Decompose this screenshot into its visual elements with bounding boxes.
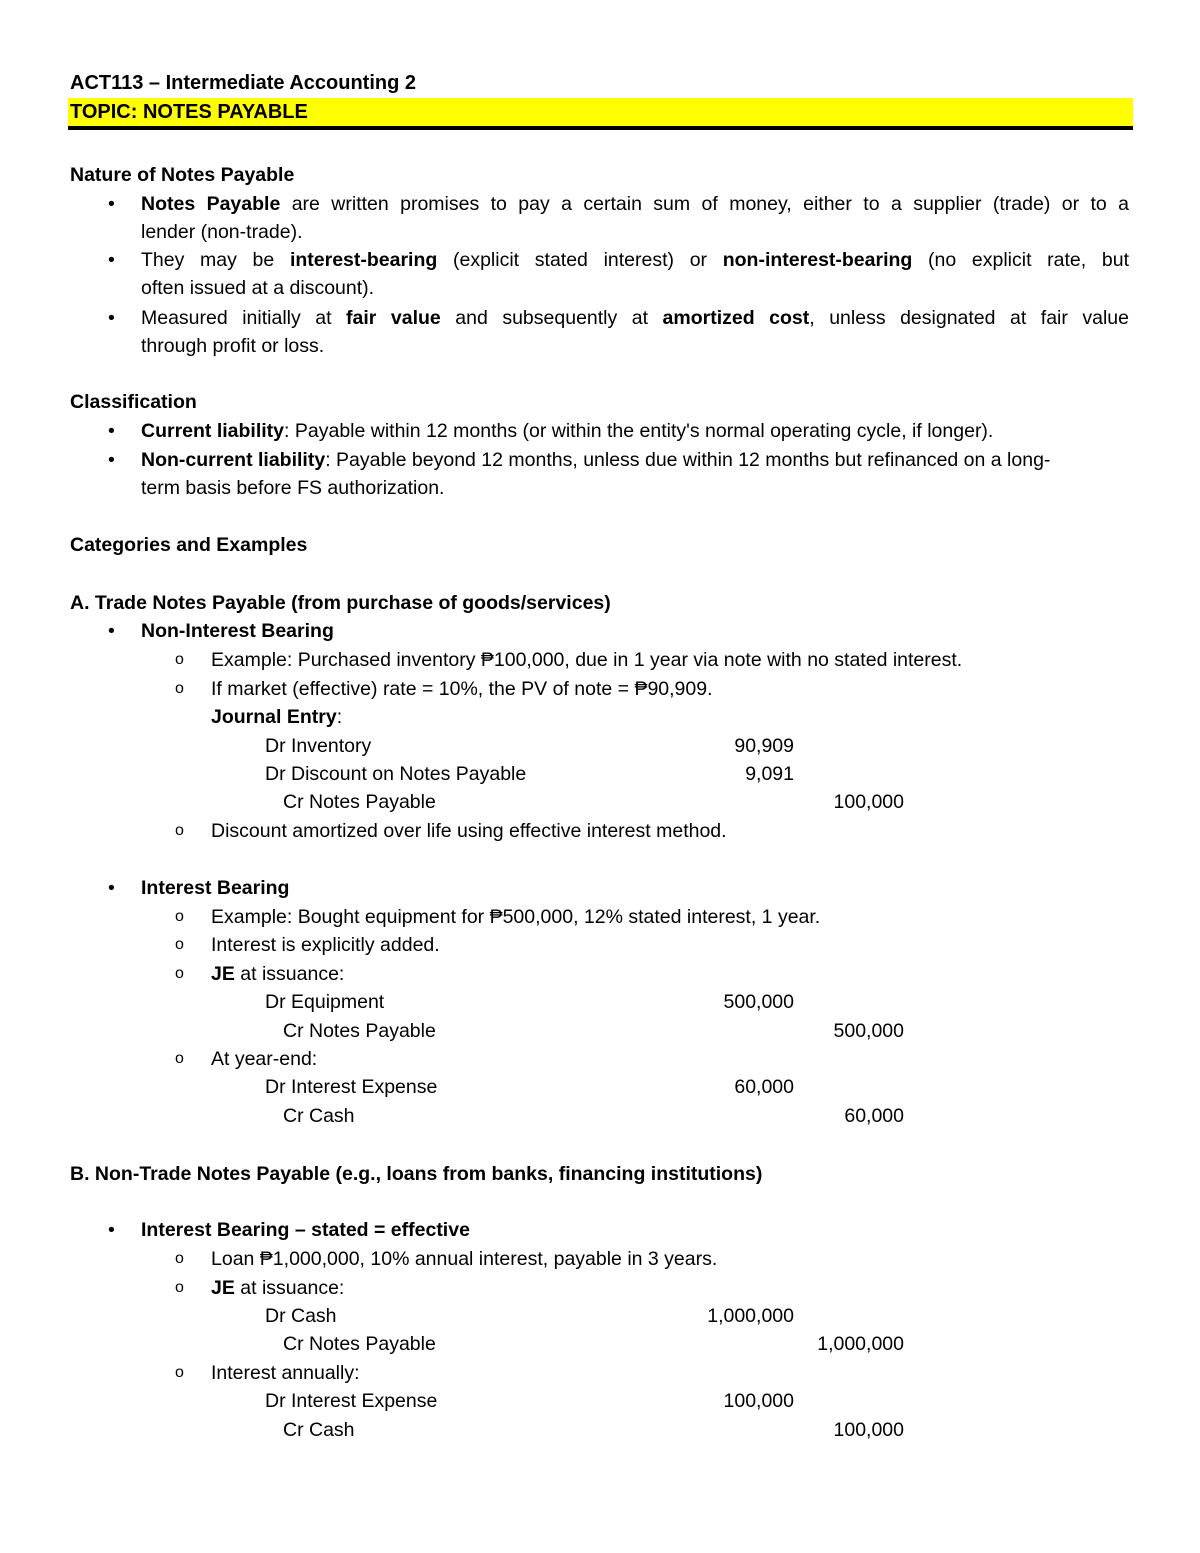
entry-account: Cr Cash [283,1419,355,1441]
term-bold: amortized cost [662,307,810,329]
sub-bullet-text: Example: Purchased inventory ₱100,000, due in 1 year via note with no stated interest. [211,649,963,671]
entry-account: Dr Inventory [265,735,372,757]
entry-account: Cr Notes Payable [283,791,436,813]
sub-bullet-glyph: o [175,651,184,668]
text-run: , unless designated at fair value [809,307,1129,329]
bullet-text-continued: term basis before FS authorization. [141,477,445,499]
term-bold: Non-current liability [141,449,326,471]
bullet-heading: Non-Interest Bearing [141,620,334,642]
bullet-text-continued: lender (non-trade). [141,221,303,243]
entry-credit-amount: 60,000 [844,1105,904,1127]
bullet-glyph: • [108,193,115,215]
sub-bullet-glyph: o [175,822,184,839]
term-bold: non-interest-bearing [722,249,913,271]
text-run: at issuance: [234,963,345,985]
text-run: : Payable within 12 months (or within the entity's normal operating cycle, if longer). [284,420,994,442]
term-bold: Notes Payable [141,193,281,215]
text-run: : [336,706,343,728]
entry-credit-amount: 100,000 [833,791,904,813]
bullet-glyph: • [108,420,115,442]
bullet-glyph: • [108,1219,115,1241]
sub-bullet-glyph: o [175,680,184,697]
entry-account: Cr Notes Payable [283,1333,436,1355]
sub-bullet-text: If market (effective) rate = 10%, the PV of note = ₱90,909. [211,678,713,700]
subsection-heading: B. Non-Trade Notes Payable (e.g., loans from banks, financing institutions) [70,1163,763,1185]
bullet-heading: Interest Bearing [141,877,290,899]
text-run: (explicit stated interest) or [437,249,723,271]
entry-account: Dr Interest Expense [265,1076,438,1098]
topic-title: TOPIC: NOTES PAYABLE [70,101,308,123]
entry-debit-amount: 9,091 [745,763,794,785]
text-run: They may be [141,249,290,271]
course-title: ACT113 – Intermediate Accounting 2 [70,72,417,94]
entry-account: Cr Notes Payable [283,1020,436,1042]
section-heading: Classification [70,391,197,413]
sub-bullet-text [211,962,344,986]
entry-credit-amount: 500,000 [833,1020,904,1042]
entry-account: Cr Cash [283,1105,355,1127]
entry-credit-amount: 100,000 [833,1419,904,1441]
bullet-text [141,448,1050,472]
bullet-glyph: • [108,449,115,471]
entry-debit-amount: 1,000,000 [707,1305,794,1327]
bullet-text [141,248,1129,272]
sub-bullet-text: Example: Bought equipment for ₱500,000, 12% stated interest, 1 year. [211,906,821,928]
term-bold: JE [211,1277,235,1299]
sub-bullet-glyph: o [175,1250,184,1267]
term-bold: Current liability [141,420,285,442]
text-run: Measured initially at [141,307,347,329]
term-bold: JE [211,963,235,985]
bullet-glyph: • [108,877,115,899]
text-run: and subsequently at [440,307,663,329]
bullet-glyph: • [108,620,115,642]
text-run: (no explicit rate, but [912,249,1129,271]
bullet-glyph: • [108,249,115,271]
topic-banner [68,98,1133,130]
term-bold: fair value [346,307,441,329]
term-bold: interest-bearing [289,249,438,271]
term-bold: Journal Entry [211,706,337,728]
entry-account: Dr Interest Expense [265,1390,438,1412]
sub-bullet-glyph: o [175,908,184,925]
subsection-heading: A. Trade Notes Payable (from purchase of goods/services) [70,592,611,614]
entry-account: Dr Equipment [265,991,385,1013]
bullet-text [141,419,993,443]
bullet-text [141,306,1129,330]
journal-entry-label [211,705,342,729]
sub-bullet-glyph: o [175,1364,184,1381]
sub-bullet-text: At year-end: [211,1048,318,1070]
sub-bullet-text: Discount amortized over life using effective interest method. [211,820,727,842]
sub-bullet-text: Interest is explicitly added. [211,934,440,956]
text-run: : Payable beyond 12 months, unless due within 12 months but refinanced on a long- [325,449,1051,471]
section-heading: Categories and Examples [70,534,308,556]
sub-bullet-text [211,1276,344,1300]
section-heading: Nature of Notes Payable [70,164,295,186]
entry-account: Dr Cash [265,1305,337,1327]
bullet-glyph: • [108,307,115,329]
sub-bullet-text: Loan ₱1,000,000, 10% annual interest, payable in 3 years. [211,1248,718,1270]
entry-debit-amount: 60,000 [734,1076,794,1098]
bullet-text-continued: often issued at a discount). [141,277,375,299]
text-run: are written promises to pay a certain sum of money, either to a supplier (trade) or to a [280,193,1129,215]
entry-debit-amount: 100,000 [723,1390,794,1412]
entry-credit-amount: 1,000,000 [817,1333,904,1355]
bullet-text-continued: through profit or loss. [141,335,325,357]
sub-bullet-glyph: o [175,1279,184,1296]
sub-bullet-glyph: o [175,1050,184,1067]
text-run: at issuance: [234,1277,345,1299]
sub-bullet-glyph: o [175,965,184,982]
entry-debit-amount: 500,000 [723,991,794,1013]
entry-account: Dr Discount on Notes Payable [265,763,527,785]
sub-bullet-text: Interest annually: [211,1362,360,1384]
bullet-text [141,192,1129,216]
bullet-heading: Interest Bearing – stated = effective [141,1219,470,1241]
entry-debit-amount: 90,909 [734,735,794,757]
sub-bullet-glyph: o [175,936,184,953]
